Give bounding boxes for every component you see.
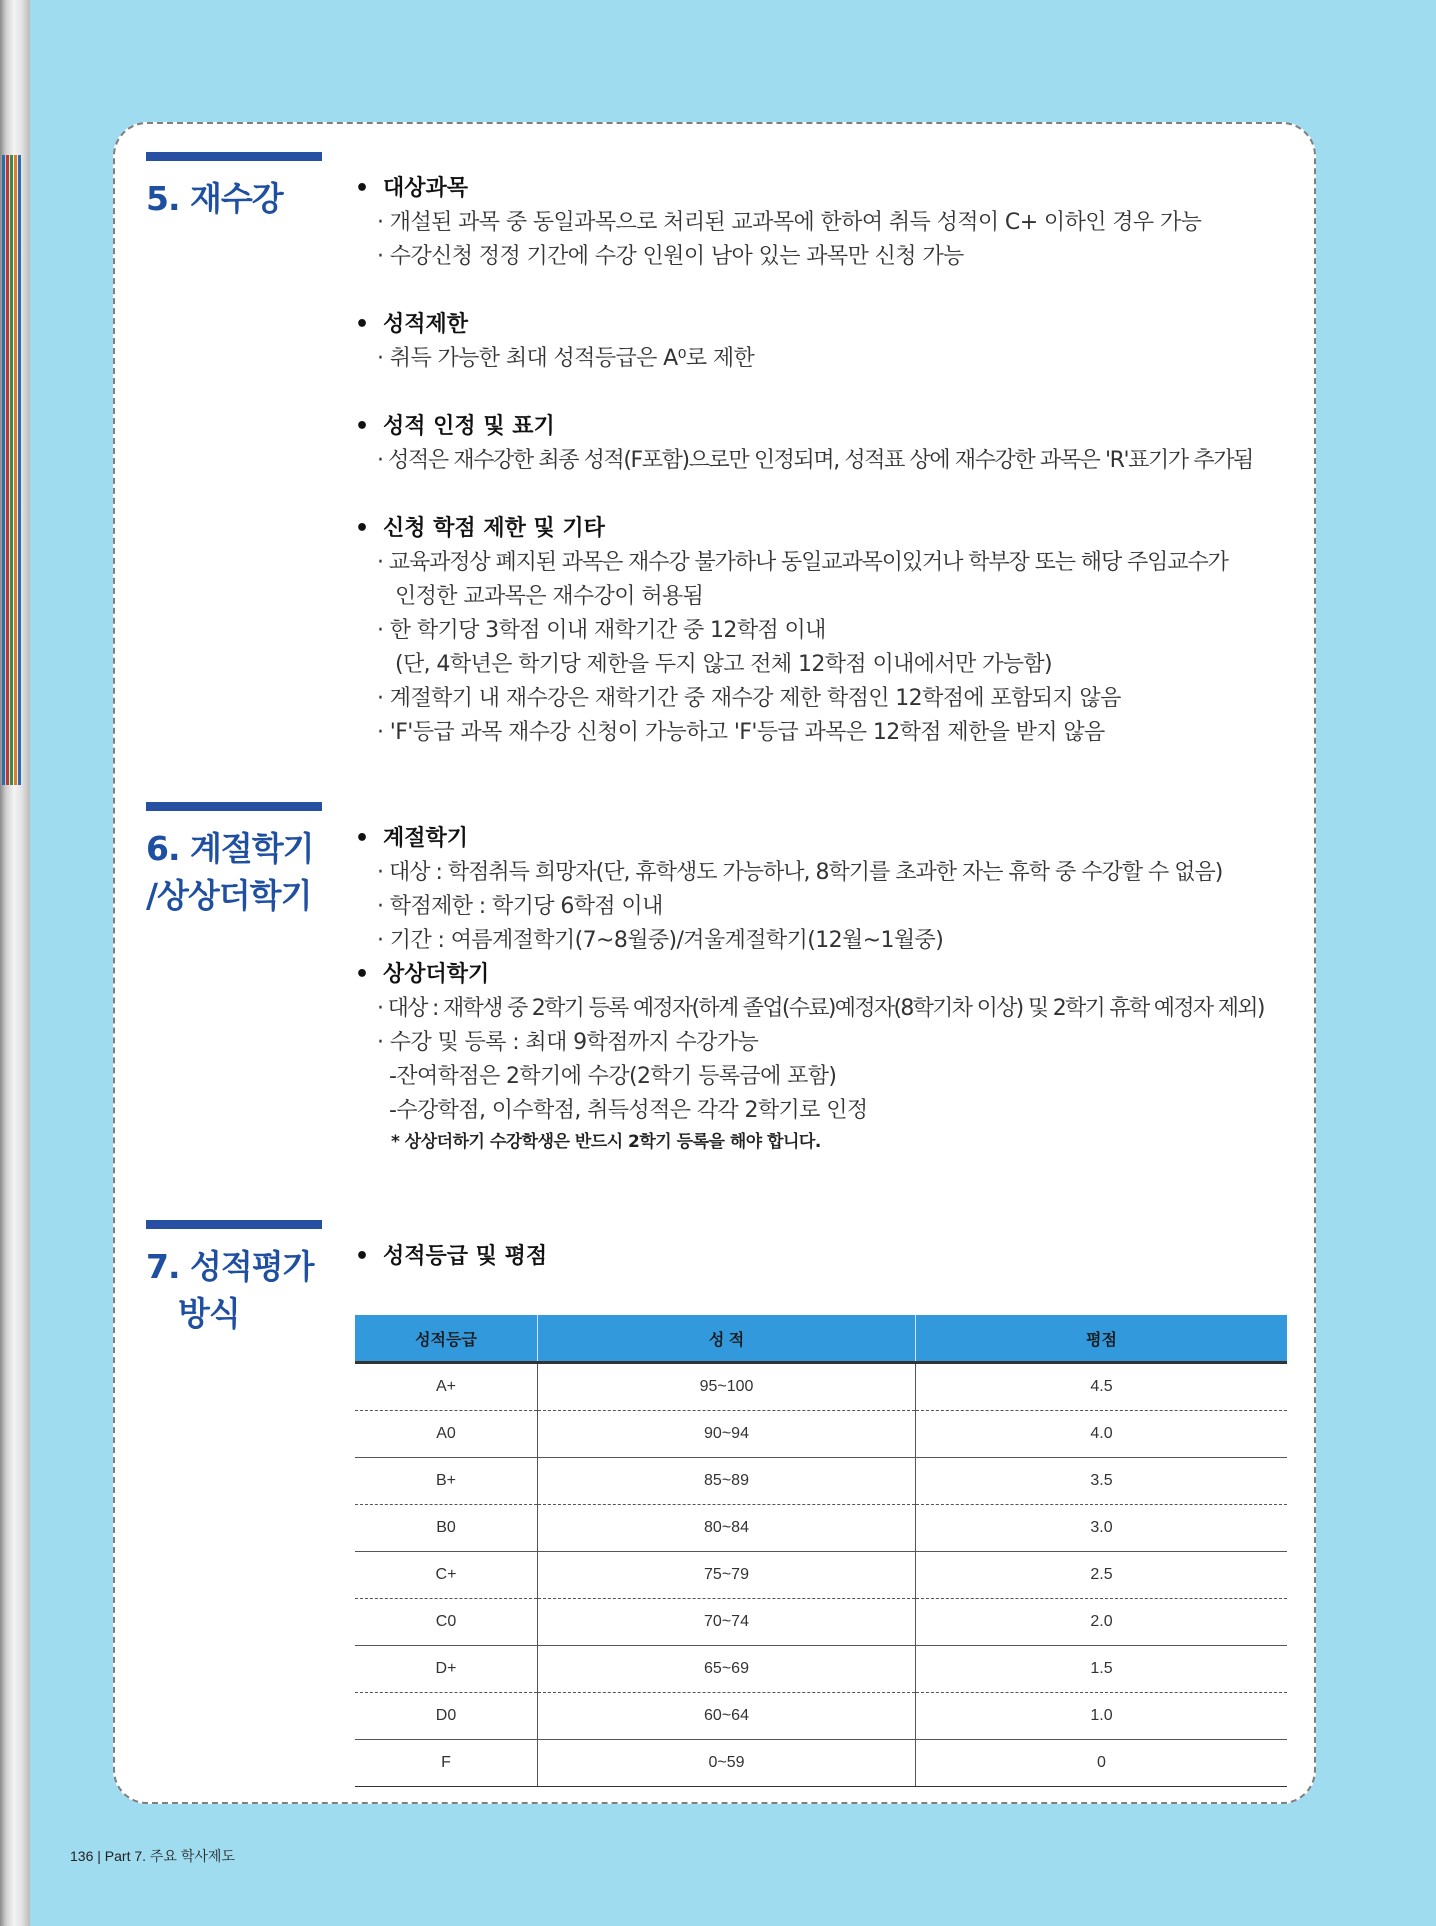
cell-gpa: 2.5 (916, 1552, 1288, 1599)
cell-grade: C+ (355, 1552, 538, 1599)
cell-score: 60~64 (538, 1693, 916, 1740)
bullet-group (355, 512, 1295, 750)
bullet-group (355, 410, 1295, 478)
bullet-dot-icon: • (355, 176, 370, 201)
cell-score: 80~84 (538, 1505, 916, 1552)
bullet-line: · 교육과정상 폐지된 과목은 재수강 불가하나 동일교과목이있거나 학부장 또는 해당 주임교수가 (377, 550, 1228, 575)
cell-score: 85~89 (538, 1458, 916, 1505)
cell-score: 75~79 (538, 1552, 916, 1599)
bullet-dot-icon: • (355, 414, 370, 439)
page-number: 136 (70, 1848, 94, 1864)
bullet-line: · 'F'등급 과목 재수강 신청이 가능하고 'F'등급 과목은 12학점 제한을 받지 않음 (377, 720, 1105, 745)
bullet-line: · 취득 가능한 최대 성적등급은 A⁰로 제한 (377, 346, 755, 371)
cell-gpa: 0 (916, 1740, 1288, 1787)
column-header-grade: 성적등급 (355, 1315, 538, 1363)
bullet-line: · 성적은 재수강한 최종 성적(F포함)으로만 인정되며, 성적표 상에 재수강한 과목은 'R'표기가 추가됨 (377, 448, 1253, 473)
cell-grade: C0 (355, 1599, 538, 1646)
section-title: 5. 재수강 (146, 179, 283, 218)
section-heading (146, 1220, 322, 1337)
table-row (355, 1505, 1287, 1552)
table-row (355, 1646, 1287, 1693)
section-body (355, 1240, 1295, 1274)
section-accent-bar (146, 152, 322, 161)
cell-score: 95~100 (538, 1363, 916, 1411)
cell-grade: F (355, 1740, 538, 1787)
bullet-line: · 계절학기 내 재수강은 재학기간 중 재수강 제한 학점인 12학점에 포함되지 않음 (377, 686, 1121, 711)
bullet-line: · 기간 : 여름계절학기(7~8월중)/겨울계절학기(12월~1월중) (377, 928, 944, 953)
cell-grade: D+ (355, 1646, 538, 1693)
table-row (355, 1693, 1287, 1740)
cell-gpa: 2.0 (916, 1599, 1288, 1646)
table-row (355, 1599, 1287, 1646)
column-header-score: 성 적 (538, 1315, 916, 1363)
bullet-line: · 수강신청 정정 기간에 수강 인원이 남아 있는 과목만 신청 가능 (377, 244, 964, 269)
bullet-line: · 대상 : 재학생 중 2학기 등록 예정자(하계 졸업(수료)예정자(8학기차 이상) 및 2학기 휴학 예정자 제외) (377, 996, 1264, 1021)
column-header-gpa: 평점 (916, 1315, 1288, 1363)
section-accent-bar (146, 802, 322, 811)
section-body (355, 822, 1295, 1156)
table-row (355, 1458, 1287, 1505)
cell-gpa: 3.0 (916, 1505, 1288, 1552)
book-page-edge (0, 0, 30, 1926)
cell-score: 90~94 (538, 1411, 916, 1458)
bullet-line: · 한 학기당 3학점 이내 재학기간 중 12학점 이내 (377, 618, 826, 643)
table-row (355, 1363, 1287, 1411)
bullet-dot-icon: • (355, 312, 370, 337)
cell-grade: D0 (355, 1693, 538, 1740)
bullet-dot-icon: • (355, 826, 370, 851)
section-accent-bar (146, 1220, 322, 1229)
bullet-dot-icon: • (355, 516, 370, 541)
table-row (355, 1411, 1287, 1458)
grade-table (355, 1315, 1287, 1787)
table-row (355, 1740, 1287, 1787)
content-card (113, 122, 1316, 1804)
bullet-line: (단, 4학년은 학기당 제한을 두지 않고 전체 12학점 이내에서만 가능함) (395, 652, 1053, 677)
section-heading (146, 802, 322, 919)
bullet-group (355, 822, 1295, 958)
note-text: * 상상더하기 수강학생은 반드시 2학기 등록을 해야 합니다. (391, 1132, 821, 1152)
cell-gpa: 4.5 (916, 1363, 1288, 1411)
bullet-group (355, 308, 1295, 376)
cell-grade: A0 (355, 1411, 538, 1458)
footer-separator: | (97, 1848, 101, 1864)
bullet-heading: • 상상더학기 (355, 958, 1295, 992)
bullet-line: · 개설된 과목 중 동일과목으로 처리된 교과목에 한하여 취득 성적이 C+ 이하인 경우 가능 (377, 210, 1202, 235)
bullet-heading: • 성적제한 (355, 308, 1295, 342)
bullet-dot-icon: • (355, 962, 370, 987)
cell-grade: B+ (355, 1458, 538, 1505)
cell-gpa: 4.0 (916, 1411, 1288, 1458)
bullet-line: -잔여학점은 2학기에 수강(2학기 등록금에 포함) (389, 1064, 837, 1089)
cell-gpa: 1.5 (916, 1646, 1288, 1693)
cell-score: 70~74 (538, 1599, 916, 1646)
bullet-heading: • 계절학기 (355, 822, 1295, 856)
cell-grade: A+ (355, 1363, 538, 1411)
cell-gpa: 3.5 (916, 1458, 1288, 1505)
bullet-line: -수강학점, 이수학점, 취득성적은 각각 2학기로 인정 (389, 1098, 868, 1123)
page-footer (70, 1846, 235, 1866)
cell-gpa: 1.0 (916, 1693, 1288, 1740)
part-title: Part 7. 주요 학사제도 (104, 1848, 235, 1864)
section-body (355, 172, 1295, 784)
bullet-heading: • 신청 학점 제한 및 기타 (355, 512, 1295, 546)
cell-score: 0~59 (538, 1740, 916, 1787)
section-heading (146, 152, 322, 222)
bullet-heading: • 성적 인정 및 표기 (355, 410, 1295, 444)
bullet-line: · 대상 : 학점취득 희망자(단, 휴학생도 가능하나, 8학기를 초과한 자는 휴학 중 수강할 수 없음) (377, 860, 1223, 885)
bullet-line: 인정한 교과목은 재수강이 허용됨 (395, 584, 704, 609)
bullet-line: · 학점제한 : 학기당 6학점 이내 (377, 894, 663, 919)
bullet-line: · 수강 및 등록 : 최대 9학점까지 수강가능 (377, 1030, 759, 1055)
section-title: 7. 성적평가 방식 (146, 1247, 314, 1333)
cell-score: 65~69 (538, 1646, 916, 1693)
table-row (355, 1552, 1287, 1599)
bullet-dot-icon: • (355, 1244, 370, 1269)
bullet-heading: • 성적등급 및 평점 (355, 1240, 1295, 1274)
bullet-group (355, 172, 1295, 274)
bullet-heading: • 대상과목 (355, 172, 1295, 206)
table-header-row (355, 1315, 1287, 1363)
section-title: 6. 계절학기 /상상더학기 (146, 829, 314, 915)
cell-grade: B0 (355, 1505, 538, 1552)
bullet-group (355, 958, 1295, 1156)
